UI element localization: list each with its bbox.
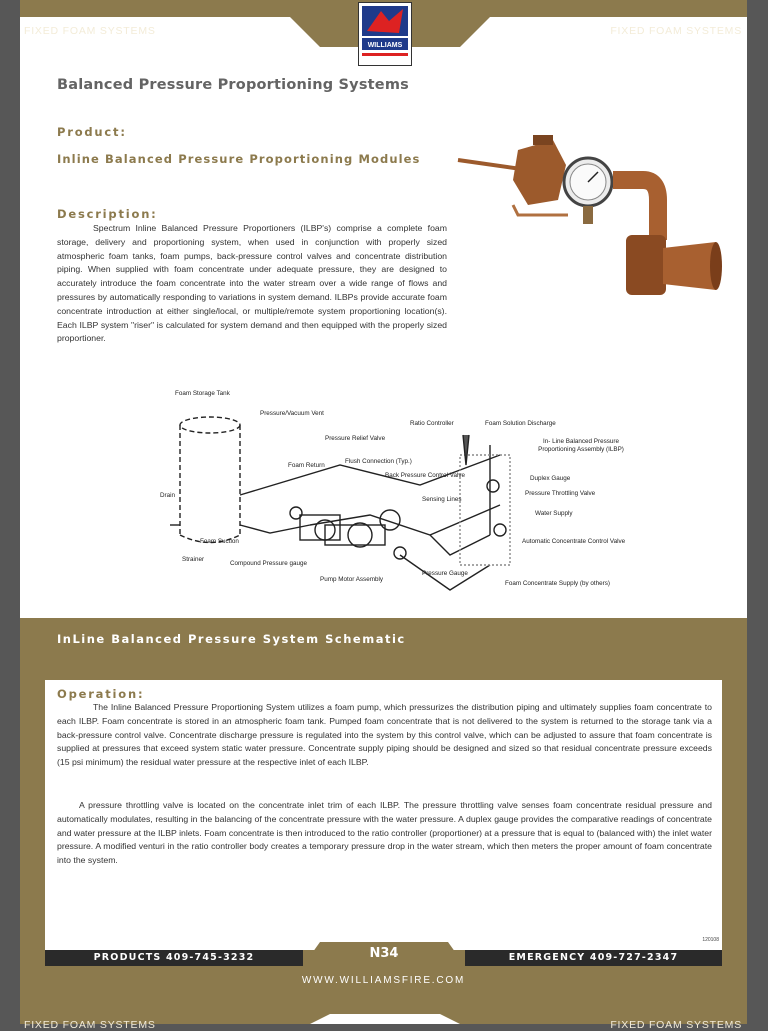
page-title: Balanced Pressure Proportioning Systems bbox=[57, 77, 409, 93]
page-number: N34 bbox=[369, 946, 399, 961]
ilbp-label: In- Line Balanced Pressure Proportioning Assembly (ILBP) bbox=[538, 438, 624, 453]
williams-logo bbox=[358, 2, 412, 66]
diagram-label: Drain bbox=[160, 492, 176, 499]
doc-code: 120108 bbox=[702, 937, 719, 943]
products-phone: PRODUCTS 409-745-3232 bbox=[45, 950, 303, 966]
diagram-label: Foam Solution Discharge bbox=[485, 420, 556, 427]
diagram-label: Pressure Relief Valve bbox=[325, 435, 386, 442]
diagram-label: Back Pressure Control Valve bbox=[385, 472, 466, 479]
diagram-label: Foam Storage Tank bbox=[175, 390, 230, 397]
diagram-label: Foam Suction bbox=[200, 538, 239, 545]
diagram-label: Pressure Gauge bbox=[422, 570, 468, 577]
emergency-phone: EMERGENCY 409-727-2347 bbox=[465, 950, 722, 966]
header-right-label: FIXED FOAM SYSTEMS bbox=[610, 25, 742, 37]
diagram-label: Pressure Throttling Valve bbox=[525, 490, 596, 497]
diagram-label: Foam Concentrate Supply (by others) bbox=[505, 580, 610, 587]
operation-heading: Operation: bbox=[57, 687, 145, 701]
diagram-label: Water Supply bbox=[535, 510, 573, 517]
product-name: Inline Balanced Pressure Proportioning Modules bbox=[57, 152, 421, 166]
description-text: Spectrum Inline Balanced Pressure Proportioners (ILBP's) comprise a complete foam storage, delivery and proportioning system, when used in conjunction with properly sized atmospheric foam tanks, foam pumps, back-pressure control valves and concentrate distribution piping. When supplied with foam concentrate under adequate pressure, they are designed to accurately introduce the foam concentrate into the water stream over a wide range of flows and pressures by automatically responding to variations in system demand. ILBPs provide accurate foam concentrate introduction at either single/local, or multiple/remote system proportioning location(s). Each ILBP system "riser" is calculated for system demand and then equipped with the properly sized proportioner. bbox=[57, 223, 447, 344]
next-header-right: FIXED FOAM SYSTEMS bbox=[610, 1019, 742, 1031]
diagram-label: Foam Return bbox=[288, 462, 325, 469]
diagram-label: Strainer bbox=[182, 556, 205, 563]
description-heading: Description: bbox=[57, 207, 158, 221]
diagram-label: Pressure/Vacuum Vent bbox=[260, 410, 324, 417]
system-schematic bbox=[160, 385, 626, 600]
diagram-label: Flush Connection (Typ.) bbox=[345, 458, 412, 465]
website-link[interactable]: WWW.WILLIAMSFIRE.COM bbox=[301, 975, 466, 986]
next-header-left: FIXED FOAM SYSTEMS bbox=[24, 1019, 156, 1031]
product-heading: Product: bbox=[57, 125, 127, 139]
product-photo bbox=[458, 130, 730, 310]
schematic-caption: InLine Balanced Pressure System Schematic bbox=[57, 632, 406, 646]
operation-paragraph-1: The Inline Balanced Pressure Proportioning System utilizes a foam pump, which pressurizes the distribution piping and ultimately supplies foam concentrate to each ILBP. Foam concentrate is stored in an atmospheric foam tank. Pumped foam concentrate that is not delivered to the system is returned to the storage tank via a back-pressure control valve. Concentrate discharge pressure is regulated into the system by this control valve, which can be adjusted to assure that foam concentrate is supplied at pressures that exceed system static water pressure. Concentrate supply piping should be designed and sized so that residual concentrate pressure exceeds (15 psi minimum) the residual water pressure at the respective inlet of each ILBP. bbox=[57, 702, 712, 768]
diagram-label: Pump Motor Assembly bbox=[320, 576, 383, 583]
diagram-label: Automatic Concentrate Control Valve bbox=[522, 538, 626, 545]
operation-paragraph-2: A pressure throttling valve is located on the concentrate inlet trim of each ILBP. The pressure throttling valve senses foam concentrate residual pressure and automatically modulates, resulting in the balancing of the concentrate pressure with the water pressure. A duplex gauge provides the comparative readings of concentrate and water pressure at the ILBP inlets. Foam concentrate is then introduced to the ratio controller (proportioner) at a pressure that is equal to (balanced with) the inlet water pressure. A modified venturi in the ratio controller body creates a temporary pressure drop in the water stream, which then meters the proper amount of foam concentrate into the system. bbox=[57, 800, 712, 866]
logo-text: WILLIAMS bbox=[367, 42, 403, 49]
diagram-label: Sensing Lines bbox=[422, 496, 462, 503]
diagram-label: Duplex Gauge bbox=[530, 475, 571, 482]
header-left-label: FIXED FOAM SYSTEMS bbox=[24, 25, 156, 37]
diagram-label: Compound Pressure gauge bbox=[230, 560, 308, 567]
diagram-label: Ratio Controller bbox=[410, 420, 454, 427]
